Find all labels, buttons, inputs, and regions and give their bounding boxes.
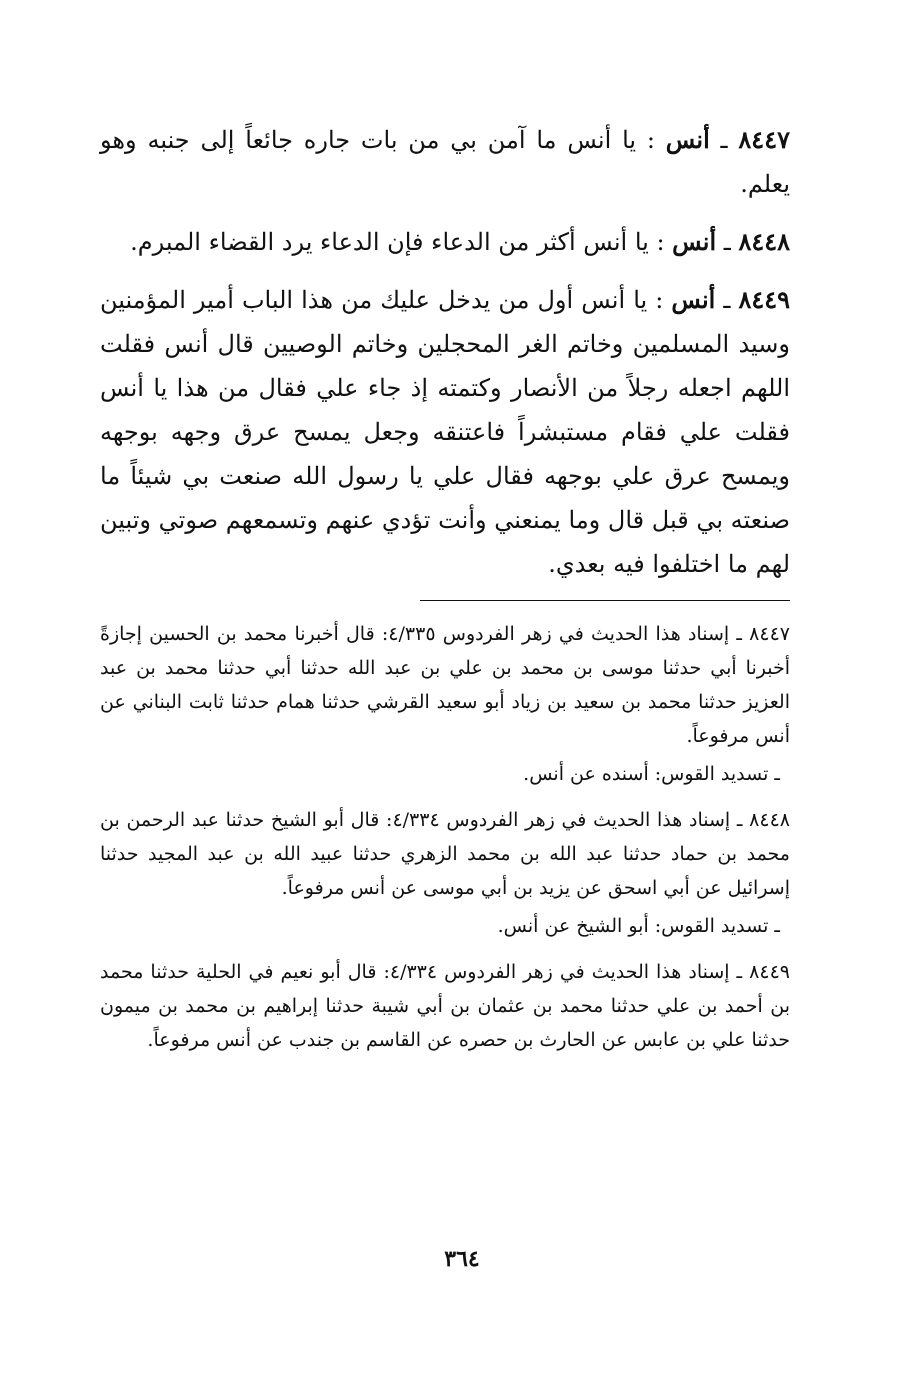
entry-text: : يا أنس أول من يدخل عليك من هذا الباب أمير المؤمنين وسيد المسلمين وخاتم الغر المحجلين وخاتم الوصيين قال أنس فقلت اللهم اجعله رجلاً من الأنصار وكتمته إذ جاء علي فقال من هذا يا أنس فقلت علي فقام مستبشراً فاعتنقه وجعل يمسح عرق وجهه بوجهه ويمسح عرق علي بوجهه فقال علي يا رسول الله صنعت بي شيئاً ما صنعته بي قبل قال وما يمنعني وأنت تؤدي عنهم وتسمعهم صوتي وتبين لهم ما اختلفوا فيه بعدي. — [100, 286, 790, 578]
page-content — [100, 118, 790, 1061]
entry-text: : يا أنس ما آمن بي من بات جاره جائعاً إلى جنبه وهو يعلم. — [100, 126, 790, 198]
hadith-entry-8447 — [100, 118, 790, 206]
hadith-entry-8449 — [100, 278, 790, 586]
entry-number: ٨٤٤٧ — [738, 125, 790, 154]
footnote-8448-tasdid: ـ تسديد القوس: أبو الشيخ عن أنس. — [497, 915, 780, 937]
page-number: ٣٦٤ — [444, 1246, 480, 1272]
footnote-8449: ٨٤٤٩ ـ إسناد هذا الحديث في زهر الفردوس ٤/٣٣٤: قال أبو نعيم في الحلية حدثنا محمد بن أحمد بن علي حدثنا محمد بن عثمان بن أبي شيبة حدثنا إبراهيم بن محمد بن ميمون حدثنا علي بن عابس عن الحارث بن حصره عن القاسم بن جندب عن أنس مرفوعاً. — [100, 961, 790, 1051]
hadith-entry-8448 — [100, 220, 790, 264]
entry-text: : يا أنس أكثر من الدعاء فإن الدعاء يرد القضاء المبرم. — [130, 228, 665, 256]
entry-number: ٨٤٤٩ — [738, 285, 790, 314]
footnote-8447: ٨٤٤٧ ـ إسناد هذا الحديث في زهر الفردوس ٤/٣٣٥: قال أخبرنا محمد بن الحسين إجازةً أخبرنا أبي حدثنا موسى بن محمد بن علي بن عبد الله حدثنا أبي حدثنا محمد بن عبد العزيز حدثنا محمد بن سعيد بن زياد أبو سعيد القرشي حدثنا همام حدثنا ثابت البناني عن أنس مرفوعاً. — [100, 623, 790, 747]
entry-dash: ـ — [716, 228, 731, 256]
footnote-8447-tasdid: ـ تسديد القوس: أسنده عن أنس. — [523, 763, 780, 785]
entry-dash: ـ — [709, 126, 728, 154]
footnote-divider — [420, 600, 790, 601]
footnote-8448: ٨٤٤٨ ـ إسناد هذا الحديث في زهر الفردوس ٤/٣٣٤: قال أبو الشيخ حدثنا عبد الرحمن بن محمد بن حماد حدثنا عبد الله بن محمد الزهري حدثنا عبيد الله بن عبد المجيد حدثنا إسرائيل عن أبي اسحق عن يزيد بن أبي موسى عن أنس مرفوعاً. — [100, 809, 790, 899]
entry-number: ٨٤٤٨ — [738, 227, 790, 256]
entry-dash: ـ — [715, 286, 731, 314]
entry-narrator: أنس — [671, 285, 716, 314]
entry-narrator: أنس — [672, 227, 717, 256]
entry-narrator: أنس — [665, 125, 710, 154]
